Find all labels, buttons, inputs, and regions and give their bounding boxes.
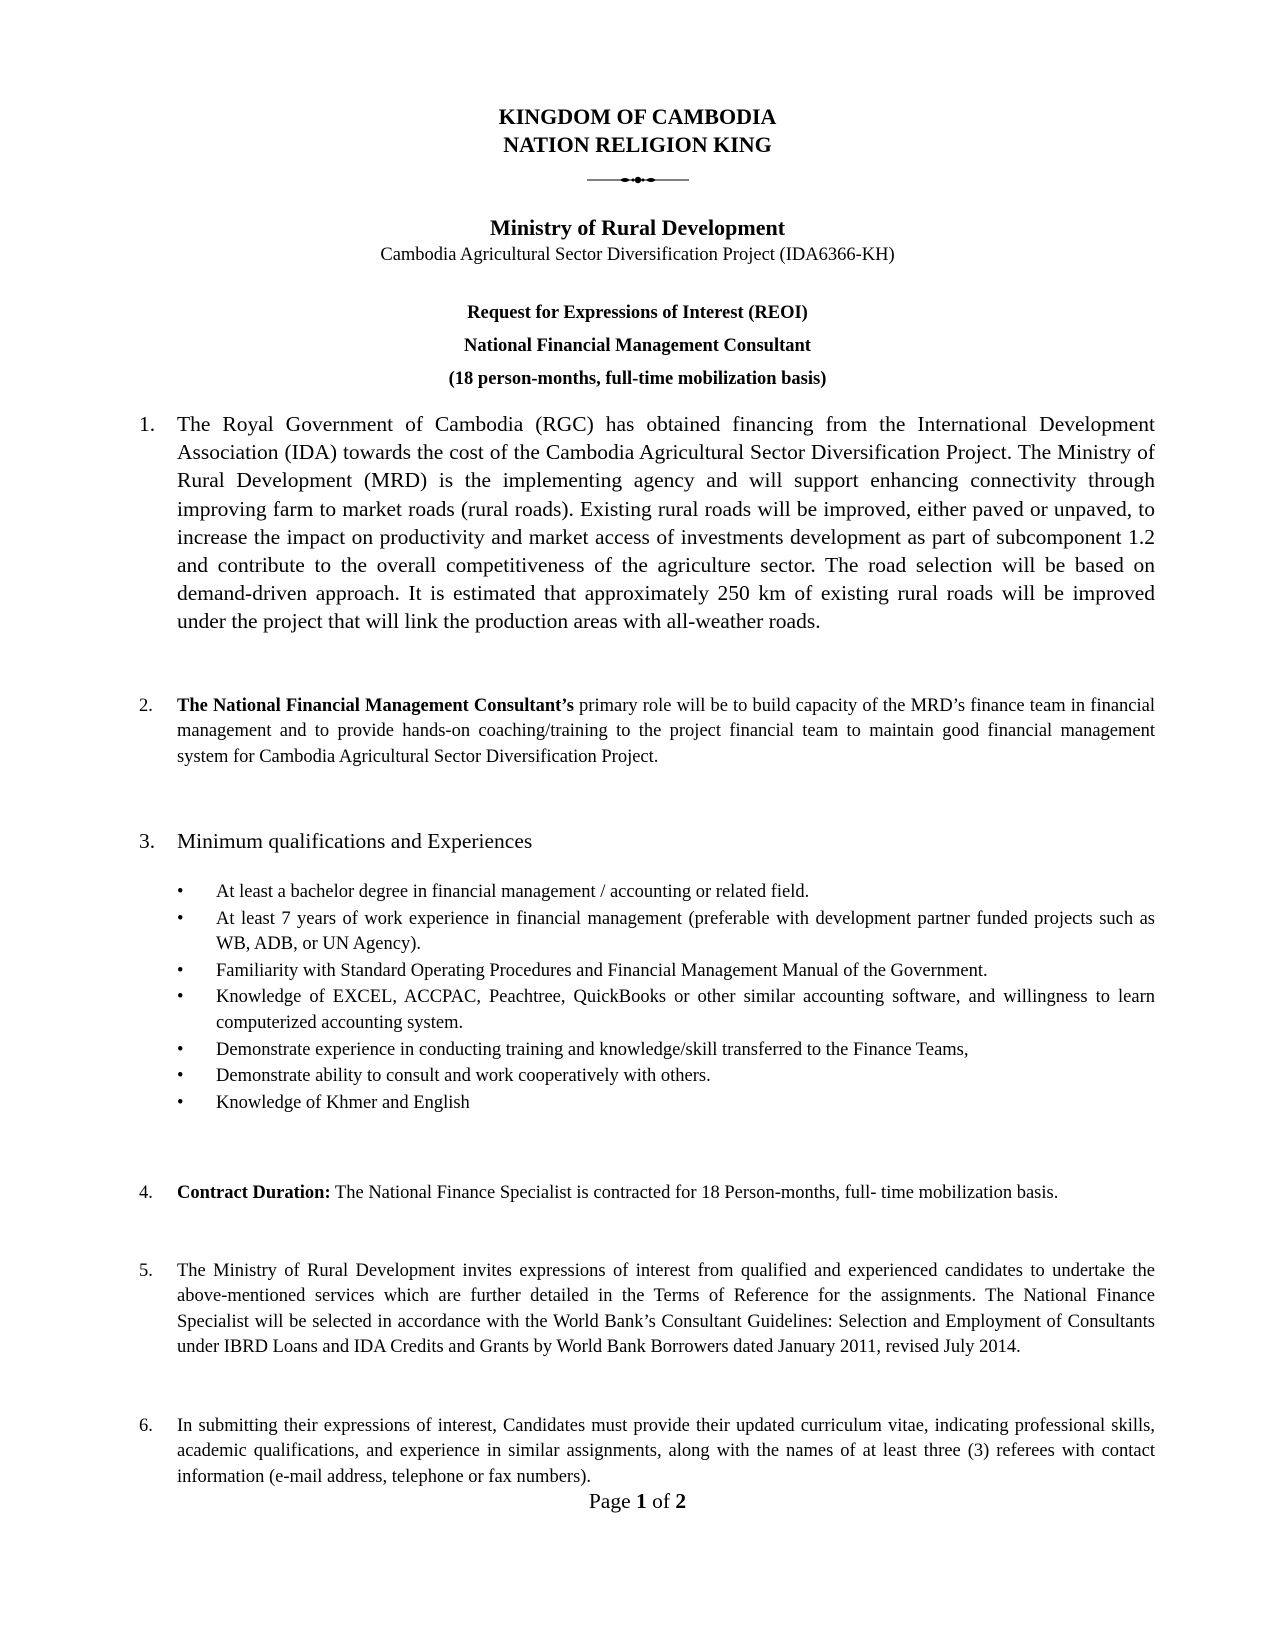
section-4-number: 4. <box>139 1183 153 1203</box>
section-2-paragraph <box>177 694 1155 770</box>
section-2-text: primary role will be to build capacity of the MRD’s finance team in financial management and to provide hands-on coaching/training to the project financial team to maintain good financial management system for Cambodia Agricultural Sector Diversification Project. <box>177 696 1155 767</box>
page-header <box>0 103 1275 159</box>
section-6-number: 6. <box>139 1416 153 1436</box>
list-item: • Demonstrate ability to consult and work cooperatively with others. <box>177 1064 1155 1090</box>
section-4-text: The National Finance Specialist is contracted for 18 Person-months, full- time mobilization basis. <box>330 1183 1059 1203</box>
total-pages: 2 <box>675 1489 687 1513</box>
list-item: • Knowledge of EXCEL, ACCPAC, Peachtree, QuickBooks or other similar accounting software, and willingness to learn computerized accounting system. <box>177 985 1155 1036</box>
ministry-name: Ministry of Rural Development <box>489 215 786 240</box>
decorative-divider-ornament-icon <box>587 175 689 185</box>
position-title: National Financial Management Consultant <box>464 336 811 356</box>
section-1-number: 1. <box>139 412 156 436</box>
project-name: Cambodia Agricultural Sector Diversification Project (IDA6366-KH) <box>380 245 895 265</box>
section-5-text: The Ministry of Rural Development invites expressions of interest from qualified and experienced candidates to undertake the above-mentioned services which are further detailed in the Terms of Reference for the assignments. The National Finance Specialist will be selected in accordance with the World Bank’s Consultant Guidelines: Selection and Employment of Consultants under IBRD Loans and IDA Credits and Grants by World Bank Borrowers dated January 2011, revised July 2014. <box>177 1261 1155 1358</box>
section-3-title: Minimum qualifications and Experiences <box>177 829 533 853</box>
list-item: • At least 7 years of work experience in financial management (preferable with development partner funded projects such as WB, ADB, or UN Agency). <box>177 907 1155 958</box>
reoi-title: Request for Expressions of Interest (REOI) <box>467 303 808 323</box>
section-5-number: 5. <box>139 1261 153 1281</box>
section-3-number: 3. <box>139 829 156 853</box>
current-page: 1 <box>636 1489 647 1513</box>
header-kingdom: KINGDOM OF CAMBODIA <box>498 104 777 129</box>
section-4-paragraph <box>177 1181 1155 1206</box>
position-duration: (18 person-months, full-time mobilization basis) <box>448 369 827 389</box>
page-of-label: of <box>646 1489 676 1513</box>
section-6-text: In submitting their expressions of interest, Candidates must provide their updated curriculum vitae, indicating professional skills, academic qualifications, and experience in similar assignments, along with the names of at least three (3) referees with contact information (e-mail address, telephone or fax numbers). <box>177 1416 1155 1487</box>
section-2-lead: The National Financial Management Consultant’s <box>177 696 574 716</box>
section-4-lead: Contract Duration: <box>177 1183 331 1203</box>
list-item: • Knowledge of Khmer and English <box>177 1091 1155 1117</box>
section-2-number: 2. <box>139 696 153 716</box>
list-item: • At least a bachelor degree in financial management / accounting or related field. <box>177 880 1155 906</box>
list-item: • Demonstrate experience in conducting training and knowledge/skill transferred to the Finance Teams, <box>177 1038 1155 1064</box>
header-motto: NATION RELIGION KING <box>503 132 772 157</box>
reoi-title-block <box>0 297 1275 396</box>
page-label: Page <box>588 1489 636 1513</box>
qualifications-list <box>177 880 1155 1117</box>
list-item: • Familiarity with Standard Operating Procedures and Financial Management Manual of the Government. <box>177 959 1155 985</box>
page-number-footer <box>0 1487 1275 1515</box>
section-1-text: The Royal Government of Cambodia (RGC) has obtained financing from the International Development Association (IDA) towards the cost of the Cambodia Agricultural Sector Diversification Project. The Ministry of Rural Development (MRD) is the implementing agency and will support enhancing connectivity through improving farm to market roads (rural roads). Existing rural roads will be improved, either paved or unpaved, to increase the impact on productivity and market access of investments development as part of subcomponent 1.2 and contribute to the overall competitiveness of the agriculture sector. The road selection will be based on demand-driven approach. It is estimated that approximately 250 km of existing rural roads will be improved under the project that will link the production areas with all-weather roads. <box>177 412 1155 634</box>
